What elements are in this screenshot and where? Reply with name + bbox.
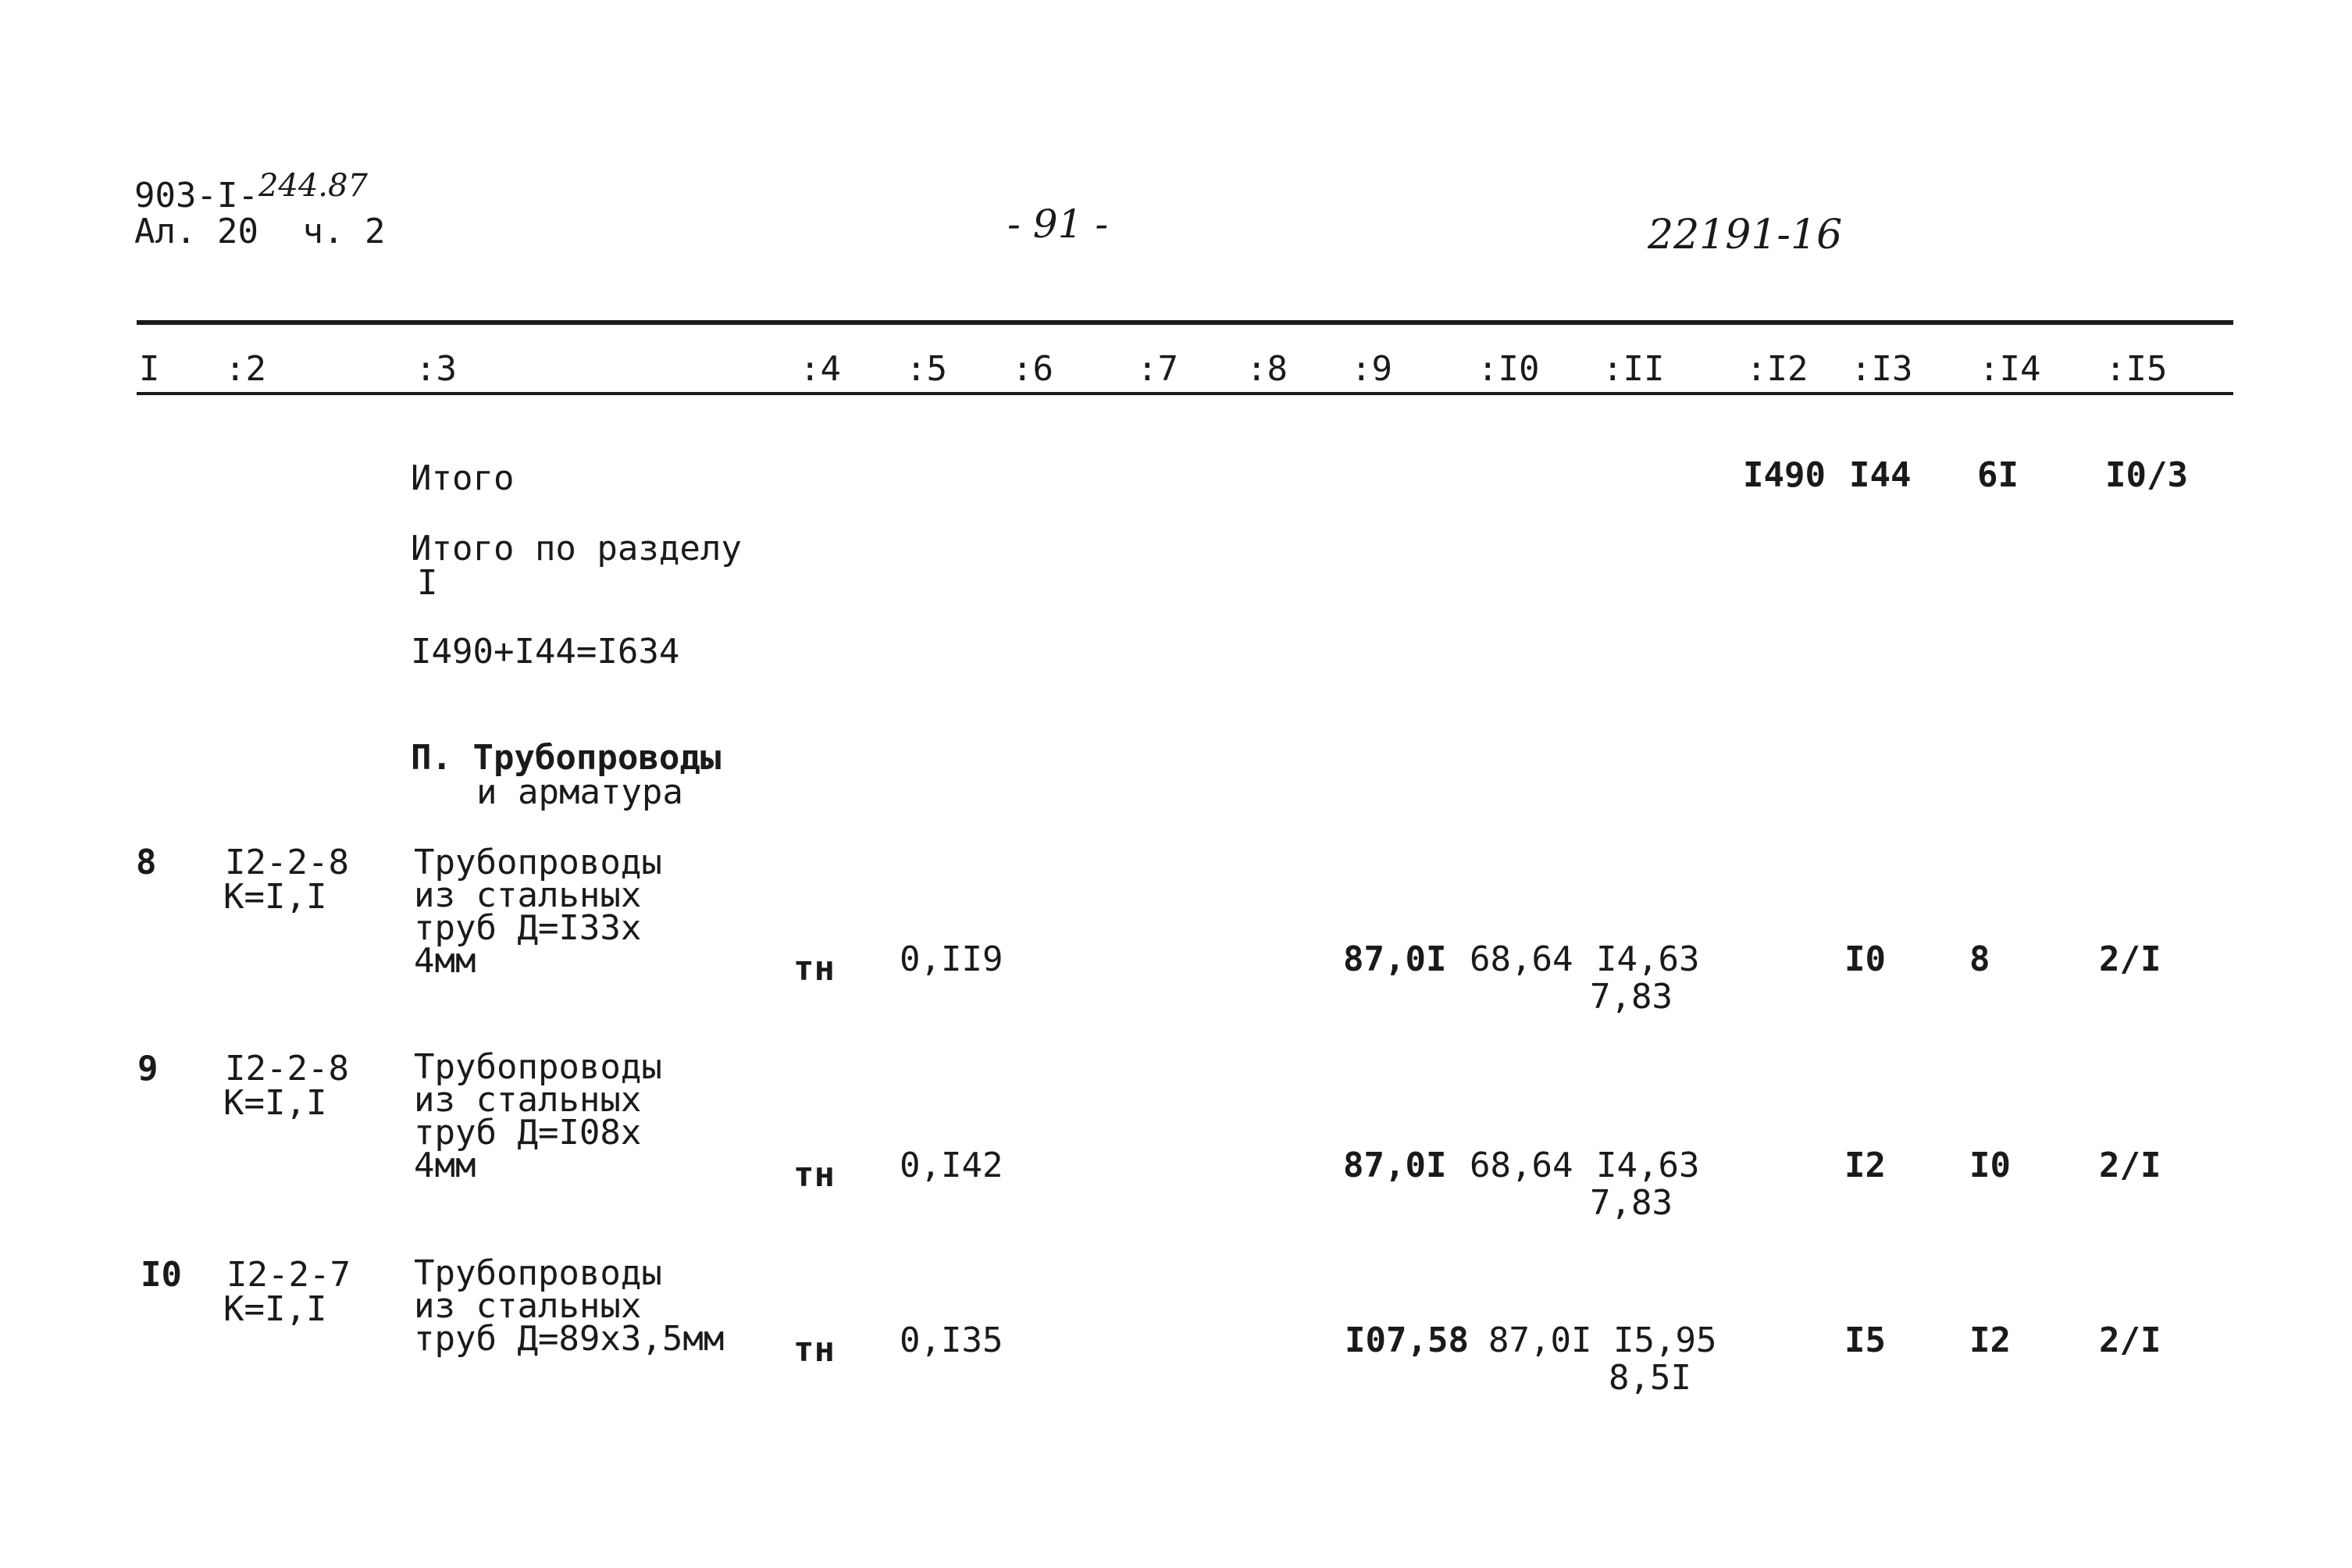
section-total-line1: Итого по разделу [411,529,742,568]
row-col-14: I0 [1969,1146,2011,1185]
section-title-line1: П. Трубопроводы [411,738,722,778]
section-title-line2: и арматура [476,772,683,812]
col-2: :2 [225,349,266,389]
album-prefix: Ал. [134,212,197,251]
row-desc-line3: труб Д=89х3,5мм [414,1319,725,1359]
album-line [134,214,385,250]
row-col-14: 8 [1969,939,1990,979]
row-col-13: I5 [1844,1320,1886,1360]
col-6: :6 [1012,349,1053,389]
row-quantity: 0,I35 [900,1320,1003,1360]
row-col-13: I2 [1844,1146,1886,1185]
col-7: :7 [1137,349,1178,389]
row-desc-line1: Трубопроводы [414,1047,662,1087]
col-5: :5 [906,349,947,389]
row-quantity: 0,I42 [900,1146,1003,1185]
row-number: I0 [141,1255,182,1295]
row-desc-line3: труб Д=I33х [414,908,642,948]
row-unit: тн [793,1330,835,1370]
row-col-11-top: I4,63 [1596,1146,1700,1185]
col-11: :II [1602,349,1665,389]
row-desc-line4: 4мм [414,941,476,981]
table-header-rule [137,392,2233,395]
row-code-line1: I2-2-7 [226,1255,351,1295]
row-desc-line2: из стальных [414,1286,642,1326]
section-total-formula: I490+I44=I634 [411,632,680,672]
row-col-10: 68,64 [1470,939,1573,979]
row-col-9: 87,0I [1343,939,1447,979]
col-4: :4 [800,349,841,389]
row-col-11-bottom: 7,83 [1590,977,1673,1017]
row-code-line1: I2-2-8 [225,1049,349,1089]
row-col-13: I0 [1844,939,1886,979]
doc-code-typed: 903-I- [134,176,258,216]
album-number: 20 [216,212,258,251]
col-13: :I3 [1851,349,1913,389]
row-col-9: 87,0I [1343,1146,1447,1185]
row-desc-line2: из стальных [414,1080,642,1120]
row-unit: тн [793,949,835,989]
row-desc-line2: из стальных [414,875,642,915]
doc-code [134,168,368,216]
row-col-11-top: I4,63 [1596,939,1700,979]
inventory-number: 22191-16 [1648,212,1843,258]
row-code-line2: К=I,I [223,1083,327,1123]
row-number: 9 [137,1049,159,1089]
doc-code-handwritten: 244.87 [258,168,368,204]
row-desc-line1: Трубопроводы [414,843,662,882]
col-12: :I2 [1746,349,1809,389]
page-number: - 91 - [1007,201,1109,247]
total-col-14: 6I [1977,455,2019,495]
row-col-11-bottom: 7,83 [1590,1183,1673,1223]
row-col-15: 2/I [2099,939,2161,979]
row-col-10: 87,0I [1488,1320,1592,1360]
col-3: :3 [415,349,457,389]
row-number: 8 [136,843,157,882]
row-col-15: 2/I [2099,1320,2161,1360]
row-desc-line1: Трубопроводы [414,1253,662,1293]
total-label: Итого [411,458,515,498]
row-code-line2: К=I,I [223,1289,327,1329]
section-total-line2: I [417,563,438,603]
row-code-line1: I2-2-8 [225,843,349,882]
part-number: 2 [364,212,386,251]
col-1: I [139,349,160,389]
total-col-12: I490 [1743,455,1826,495]
row-quantity: 0,II9 [900,939,1003,979]
total-col-15: I0/3 [2105,455,2188,495]
row-code-line2: К=I,I [223,877,327,917]
row-col-11-top: I5,95 [1613,1320,1717,1360]
row-unit: тн [793,1155,835,1195]
table-top-rule [137,320,2233,325]
row-col-9: I07,58 [1345,1320,1469,1360]
row-col-15: 2/I [2099,1146,2161,1185]
row-desc-line4: 4мм [414,1146,476,1185]
row-col-10: 68,64 [1470,1146,1573,1185]
col-15: :I5 [2105,349,2168,389]
row-col-11-bottom: 8,5I [1609,1358,1691,1398]
row-desc-line3: труб Д=I08х [414,1113,642,1153]
col-14: :I4 [1979,349,2041,389]
col-10: :I0 [1477,349,1540,389]
col-8: :8 [1246,349,1288,389]
col-9: :9 [1351,349,1392,389]
row-col-14: I2 [1969,1320,2011,1360]
part-prefix: ч. [302,212,344,251]
total-col-13: I44 [1849,455,1912,495]
